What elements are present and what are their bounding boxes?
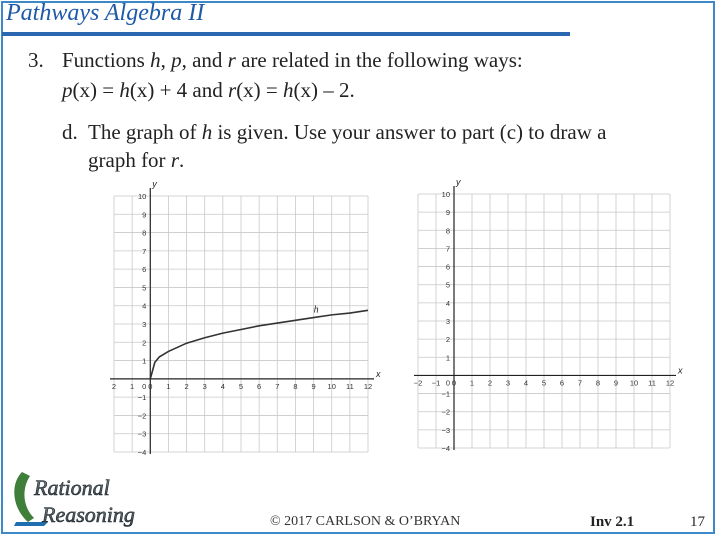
- logo-text-rational: Rational: [34, 475, 110, 500]
- x-tick-label: 4: [523, 378, 529, 388]
- x-tick-label: 1: [130, 381, 135, 391]
- y-tick-label: −4: [441, 444, 450, 453]
- x-tick-label: 3: [505, 378, 511, 388]
- logo-text-reasoning: Reasoning: [42, 502, 135, 527]
- x-tick-label: 7: [577, 378, 583, 388]
- origin-label: 0: [142, 381, 147, 391]
- x-tick-label: 5: [238, 381, 244, 391]
- y-tick-label: 4: [445, 298, 450, 308]
- y-tick-label: 9: [142, 210, 147, 220]
- y-tick-label: 8: [445, 226, 450, 236]
- y-tick-label: 2: [142, 338, 147, 348]
- x-tick-label: −2: [413, 378, 423, 388]
- series-label-h: h: [313, 304, 319, 316]
- x-axis-label: x: [376, 368, 381, 379]
- y-tick-label: 2: [445, 335, 450, 345]
- problem-number: 3.: [28, 48, 44, 72]
- x-tick-label: 5: [541, 378, 547, 388]
- part-d-letter: d.: [62, 120, 78, 144]
- y-tick-label: −3: [441, 425, 450, 435]
- y-tick-label: 5: [142, 283, 147, 293]
- slide-title: Pathways Algebra II: [6, 0, 205, 26]
- y-tick-label: 10: [137, 192, 147, 201]
- y-tick-label: −3: [137, 429, 147, 439]
- x-tick-label: 3: [202, 381, 207, 391]
- y-tick-label: 5: [445, 280, 450, 290]
- y-tick-label: 1: [445, 353, 450, 363]
- y-axis-label: y: [152, 179, 157, 189]
- x-tick-label: −1: [431, 378, 441, 388]
- y-tick-label: 3: [142, 320, 147, 329]
- y-tick-label: −1: [137, 393, 147, 403]
- title-underline: [2, 32, 570, 36]
- x-tick-label: 10: [629, 378, 639, 388]
- y-tick-label: 7: [445, 244, 450, 254]
- y-tick-label: −2: [441, 407, 450, 417]
- x-tick-label: 0: [148, 381, 153, 391]
- x-tick-label: 8: [595, 378, 601, 388]
- var-h: h: [150, 48, 161, 72]
- x-tick-label: 2: [487, 378, 493, 388]
- y-tick-label: −1: [441, 389, 450, 399]
- rational-reasoning-logo: [8, 466, 176, 530]
- x-tick-label: 1: [469, 378, 475, 388]
- footer-copyright: © 2017 CARLSON & O’BRYAN: [270, 514, 461, 529]
- y-tick-label: 7: [142, 246, 147, 256]
- y-axis-label: y: [456, 177, 461, 187]
- x-tick-label: 0: [451, 378, 457, 388]
- y-tick-label: 10: [441, 190, 450, 199]
- x-tick-label: 8: [293, 381, 298, 391]
- y-tick-label: 8: [142, 228, 147, 238]
- y-tick-label: 3: [445, 317, 450, 326]
- x-tick-label: 2: [111, 381, 117, 391]
- graph-h: [104, 176, 384, 460]
- problem-line-2: p(x) = h(x) + 4 and r(x) = h(x) – 2.: [62, 78, 355, 102]
- x-tick-label: 9: [613, 378, 619, 388]
- graph-r-blank: [406, 176, 688, 460]
- x-tick-label: 1: [166, 381, 171, 391]
- x-tick-label: 11: [345, 381, 354, 391]
- part-d-line-1: The graph of h is given. Use your answer to part (c) to draw a: [88, 120, 607, 144]
- x-tick-label: 12: [665, 378, 675, 388]
- x-tick-label: 6: [257, 381, 262, 391]
- origin-label: 0: [445, 378, 450, 388]
- x-tick-label: 4: [220, 381, 225, 391]
- y-tick-label: 1: [142, 356, 147, 366]
- y-tick-label: −4: [137, 448, 147, 457]
- var-r: r: [227, 48, 236, 72]
- x-tick-label: 12: [363, 381, 373, 391]
- x-tick-label: 2: [184, 381, 189, 391]
- x-tick-label: 11: [648, 378, 656, 388]
- footer-investigation: Inv 2.1: [590, 514, 635, 530]
- x-axis-label: x: [678, 365, 683, 376]
- x-tick-label: 6: [559, 378, 565, 388]
- y-tick-label: −2: [137, 411, 147, 421]
- part-d-line-2: graph for r.: [88, 148, 185, 172]
- problem-line-1: Functions h, p, and r are related in the following ways:: [62, 48, 523, 72]
- footer-page-number: 17: [690, 514, 705, 530]
- var-p: p: [171, 48, 182, 72]
- x-tick-label: 9: [311, 381, 316, 391]
- y-tick-label: 9: [445, 208, 450, 218]
- y-tick-label: 6: [142, 265, 147, 275]
- y-tick-label: 6: [445, 262, 450, 272]
- y-tick-label: 4: [142, 301, 147, 311]
- x-tick-label: 7: [275, 381, 280, 391]
- x-tick-label: 10: [327, 381, 336, 391]
